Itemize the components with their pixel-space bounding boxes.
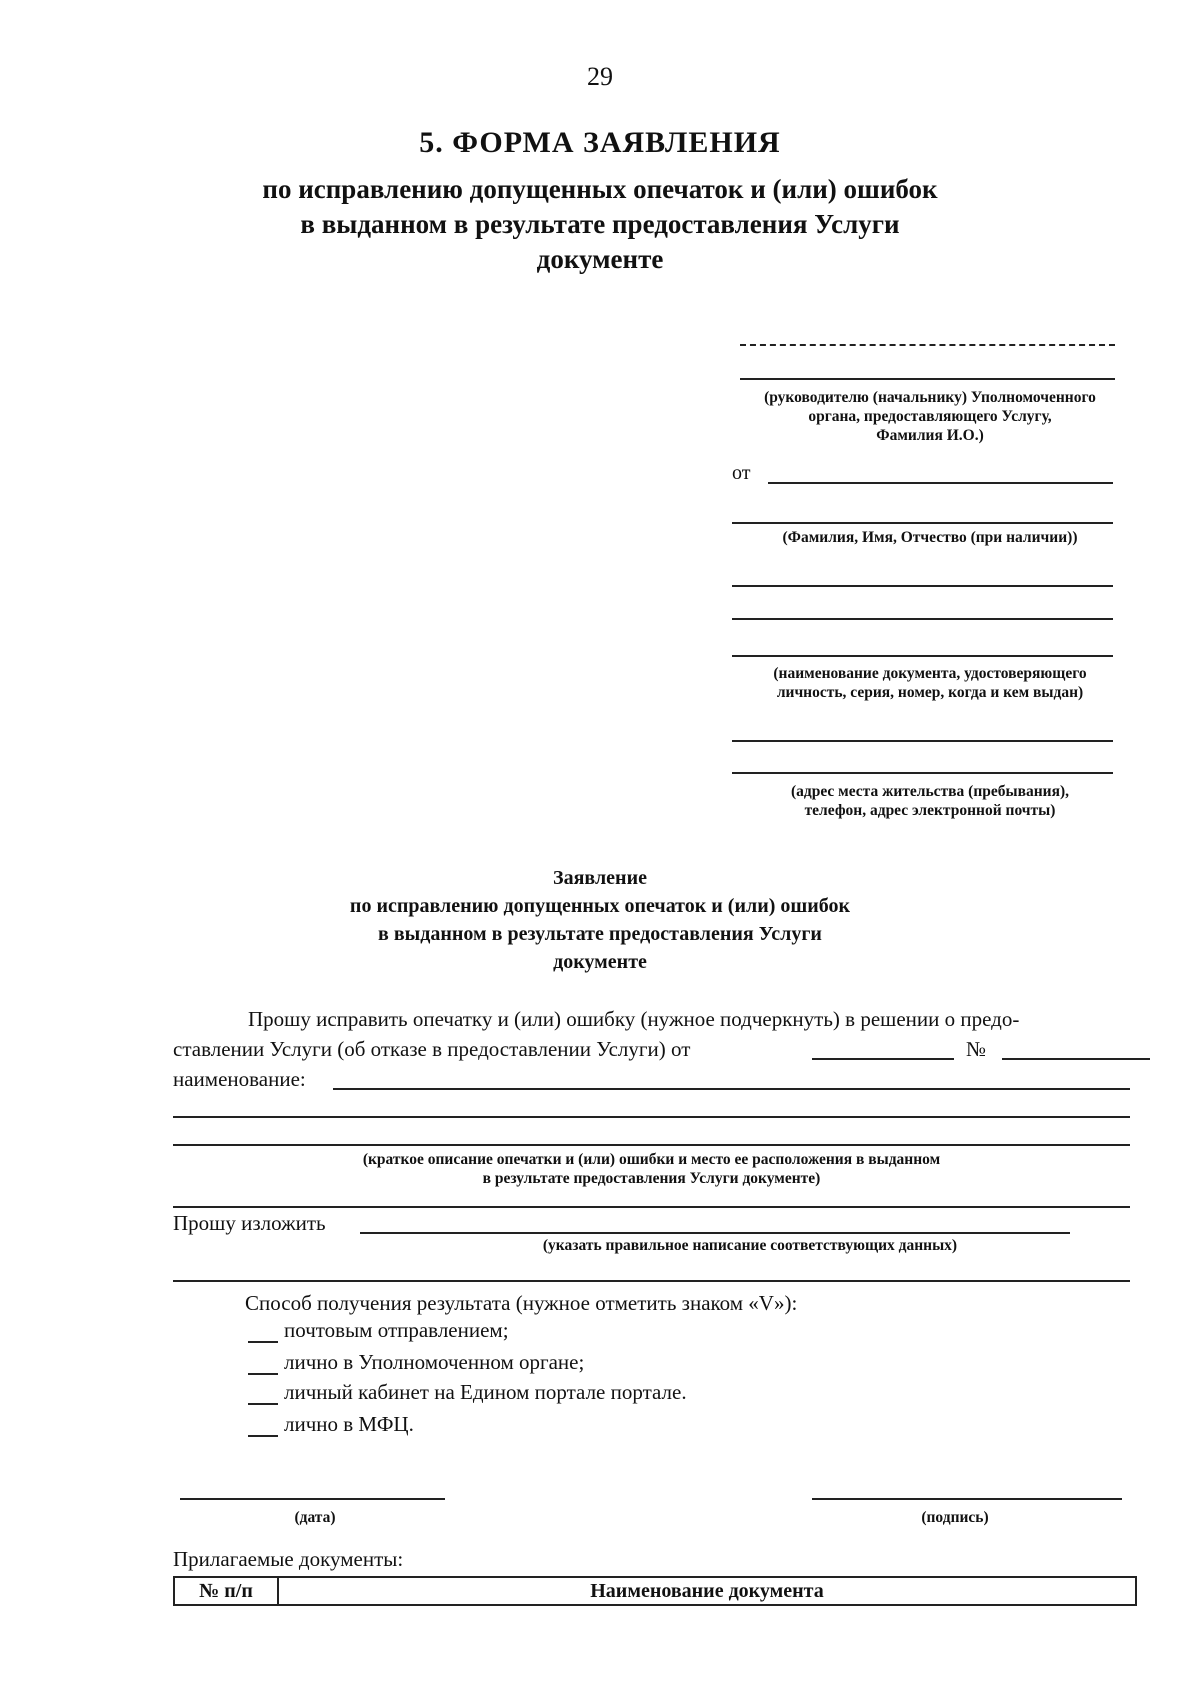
- column-header-number: № п/п: [174, 1577, 278, 1605]
- column-header-document-name: Наименование документа: [278, 1577, 1136, 1605]
- caption-line: в результате предоставления Услуги документе): [482, 1170, 821, 1187]
- delivery-option-mail[interactable]: [248, 1318, 509, 1343]
- decision-number-field[interactable]: [1002, 1058, 1150, 1060]
- caption-line: органа, предоставляющего Услугу,: [808, 408, 1052, 425]
- option-label: лично в МФЦ.: [284, 1412, 414, 1436]
- addressee-line[interactable]: [740, 378, 1115, 380]
- checkbox-blank[interactable]: [248, 1357, 278, 1375]
- id-document-caption: [730, 664, 1130, 702]
- caption-line: телефон, адрес электронной почты): [804, 802, 1056, 819]
- decision-date-field[interactable]: [812, 1058, 954, 1060]
- state-caption: (указать правильное написание соответствующих данных): [542, 1237, 958, 1254]
- document-name-field-2[interactable]: [173, 1116, 1130, 1118]
- date-caption: (дата): [294, 1509, 336, 1526]
- delivery-option-portal[interactable]: [248, 1380, 687, 1405]
- request-line-1: Прошу исправить опечатку и (или) ошибку (нужное подчеркнуть) в решении о предо-: [248, 1007, 1020, 1031]
- option-label: почтовым отправлением;: [284, 1318, 509, 1342]
- checkbox-blank[interactable]: [248, 1325, 278, 1343]
- document-name-field-1[interactable]: [333, 1088, 1130, 1090]
- addressee-caption: [730, 388, 1130, 445]
- caption-line: личность, серия, номер, когда и кем выдан): [776, 684, 1084, 701]
- address-field-2[interactable]: [732, 772, 1113, 774]
- attachments-label: Прилагаемые документы:: [173, 1547, 404, 1571]
- request-line-2: ставлении Услуги (об отказе в предоставлении Услуги) от: [173, 1037, 691, 1061]
- application-title-line: в выданном в результате предоставления Услуги: [378, 923, 822, 945]
- signature-caption: (подпись): [921, 1509, 989, 1526]
- form-title: 5. ФОРМА ЗАЯВЛЕНИЯ: [419, 126, 781, 159]
- caption-line: (адрес места жительства (пребывания),: [790, 783, 1070, 800]
- delivery-option-office[interactable]: [248, 1350, 584, 1375]
- subtitle-line: по исправлению допущенных опечаток и (или) ошибок: [262, 174, 938, 204]
- application-title-line: Заявление: [553, 867, 647, 889]
- document-name-field-3[interactable]: [173, 1144, 1130, 1146]
- application-title-line: по исправлению допущенных опечаток и (или) ошибок: [349, 895, 851, 917]
- application-title: [0, 864, 1200, 976]
- caption-line: (руководителю (начальнику) Уполномоченного: [764, 389, 1096, 406]
- correct-data-field-1[interactable]: [360, 1232, 1070, 1234]
- signature-field[interactable]: [812, 1498, 1122, 1500]
- caption-line: (наименование документа, удостоверяющего: [773, 665, 1087, 682]
- id-document-field-3[interactable]: [732, 655, 1113, 657]
- option-label: лично в Уполномоченном органе;: [284, 1350, 585, 1374]
- date-field[interactable]: [180, 1498, 445, 1500]
- application-title-line: документе: [553, 951, 647, 973]
- from-name-field[interactable]: [768, 482, 1113, 484]
- address-caption: [730, 782, 1130, 820]
- option-label: личный кабинет на Едином портале портале.: [284, 1380, 687, 1404]
- id-document-field-2[interactable]: [732, 618, 1113, 620]
- attachments-table: [173, 1576, 1137, 1606]
- delivery-title: Способ получения результата (нужное отметить знаком «V»):: [245, 1291, 798, 1315]
- delivery-option-mfc[interactable]: [248, 1412, 414, 1437]
- number-sign: №: [966, 1037, 987, 1061]
- subtitle-line: в выданном в результате предоставления Услуги: [300, 209, 900, 239]
- table-header-row: [174, 1577, 1136, 1605]
- name-caption: (Фамилия, Имя, Отчество (при наличии)): [782, 529, 1078, 546]
- caption-line: Фамилия И.О.): [876, 427, 984, 444]
- page-number: 29: [587, 62, 613, 91]
- checkbox-blank[interactable]: [248, 1387, 278, 1405]
- subtitle-line: документе: [536, 244, 664, 274]
- addressee-line-dashed[interactable]: [740, 344, 1115, 346]
- name-label: наименование:: [173, 1067, 306, 1091]
- state-label: Прошу изложить: [173, 1211, 326, 1235]
- from-name-field-2[interactable]: [732, 522, 1113, 524]
- form-subtitle: [0, 172, 1200, 277]
- correct-data-field-2[interactable]: [173, 1280, 1130, 1282]
- checkbox-blank[interactable]: [248, 1419, 278, 1437]
- caption-line: (краткое описание опечатки и (или) ошибки и место ее расположения в выданном: [362, 1151, 941, 1168]
- typo-caption: [173, 1150, 1130, 1188]
- from-label: от: [732, 462, 751, 484]
- id-document-field-1[interactable]: [732, 585, 1113, 587]
- address-field-1[interactable]: [732, 740, 1113, 742]
